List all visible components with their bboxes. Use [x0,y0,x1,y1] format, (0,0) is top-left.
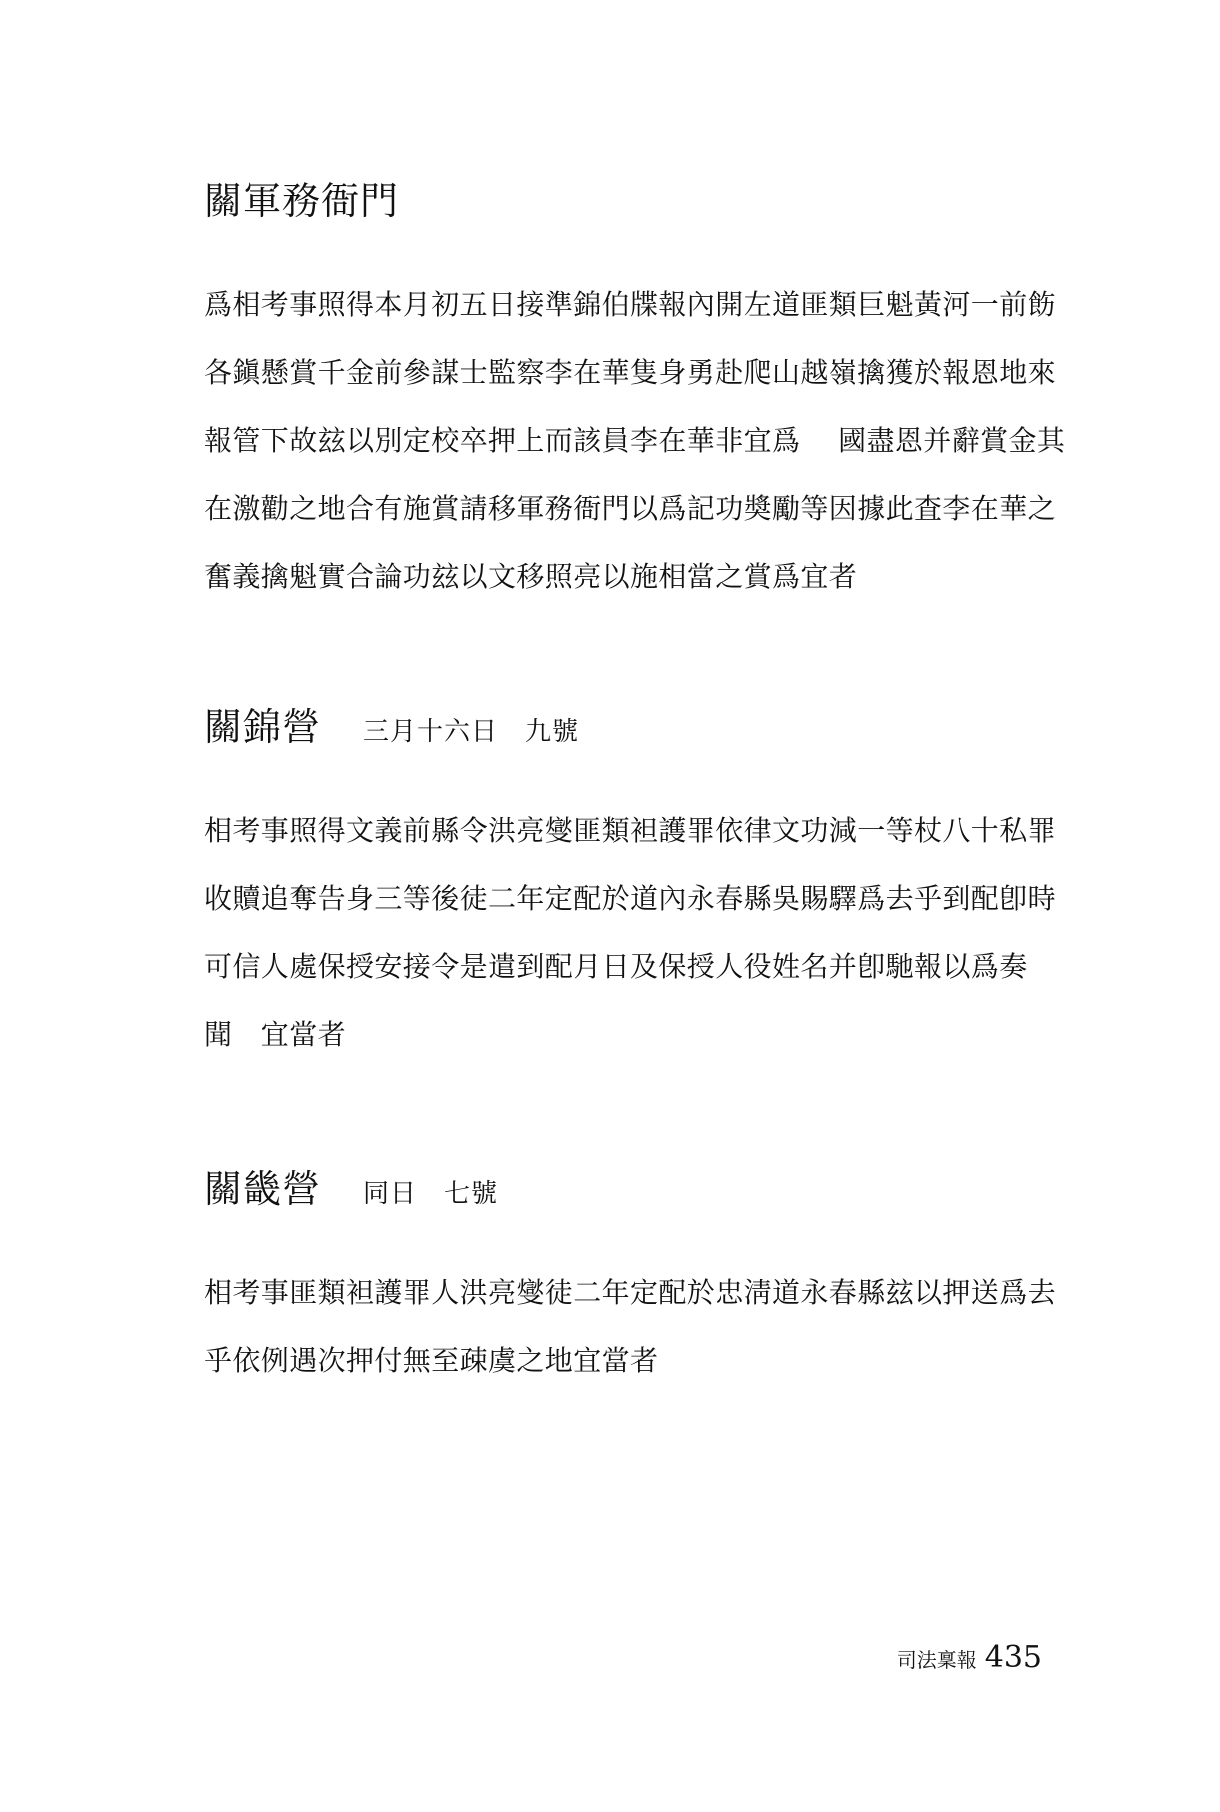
section-title: 關軍務衙門 [204,179,400,223]
text-line: 聞 宜當者 [204,1018,347,1051]
text-line: 爲相考事照得本月初五日接準錦伯牒報內開左道匪類巨魁黃河一前飭 [204,288,1057,321]
page-number: 435 [984,1640,1042,1675]
section-body [204,797,1057,1069]
section-gunmu-amun [204,170,1066,611]
text-line: 在激勸之地合有施賞請移軍務衙門以爲記功奬勵等因據此査李在華之 [204,492,1057,525]
text-line: 各鎭懸賞千金前參謀士監察李在華隻身勇赴爬山越嶺擒獲於報恩地來 [204,356,1057,389]
section-title: 關畿營 [204,1167,322,1211]
page-footer [897,1640,1042,1675]
publication-title: 司法稟報 [896,1648,977,1672]
section-date-number: 同日 七號 [363,1179,499,1209]
section-body [204,271,1066,611]
section-heading [204,1158,1044,1213]
text-line: 奮義擒魁實合論功玆以文移照亮以施相當之賞爲宜者 [204,560,858,593]
section-giyeong [204,1158,1057,1395]
text-line: 乎依例遇次押付無至疎虞之地宜當者 [204,1344,659,1377]
text-line: 相考事匪類袒護罪人洪亮燮徒二年定配於忠淸道永春縣玆以押送爲去 [204,1276,1057,1309]
text-line: 收贖追奪告身三等後徒二年定配於道內永春縣吳賜驛爲去乎到配卽時 [204,882,1057,915]
section-geumyeong [204,696,1057,1069]
section-title: 關錦營 [204,705,322,749]
text-line: 相考事照得文義前縣令洪亮燮匪類袒護罪依律文功減一等杖八十私罪 [204,814,1057,847]
section-heading [204,170,1044,225]
section-heading [204,696,1044,751]
section-body [204,1259,1057,1395]
text-line: 報管下故玆以別定校卒押上而該員李在華非宜爲 國盡恩并辭賞金其 [204,424,1066,457]
text-line: 可信人處保授安接令是遣到配月日及保授人役姓名并卽馳報以爲奏 [204,950,1028,983]
section-date-number: 三月十六日 九號 [363,717,580,747]
